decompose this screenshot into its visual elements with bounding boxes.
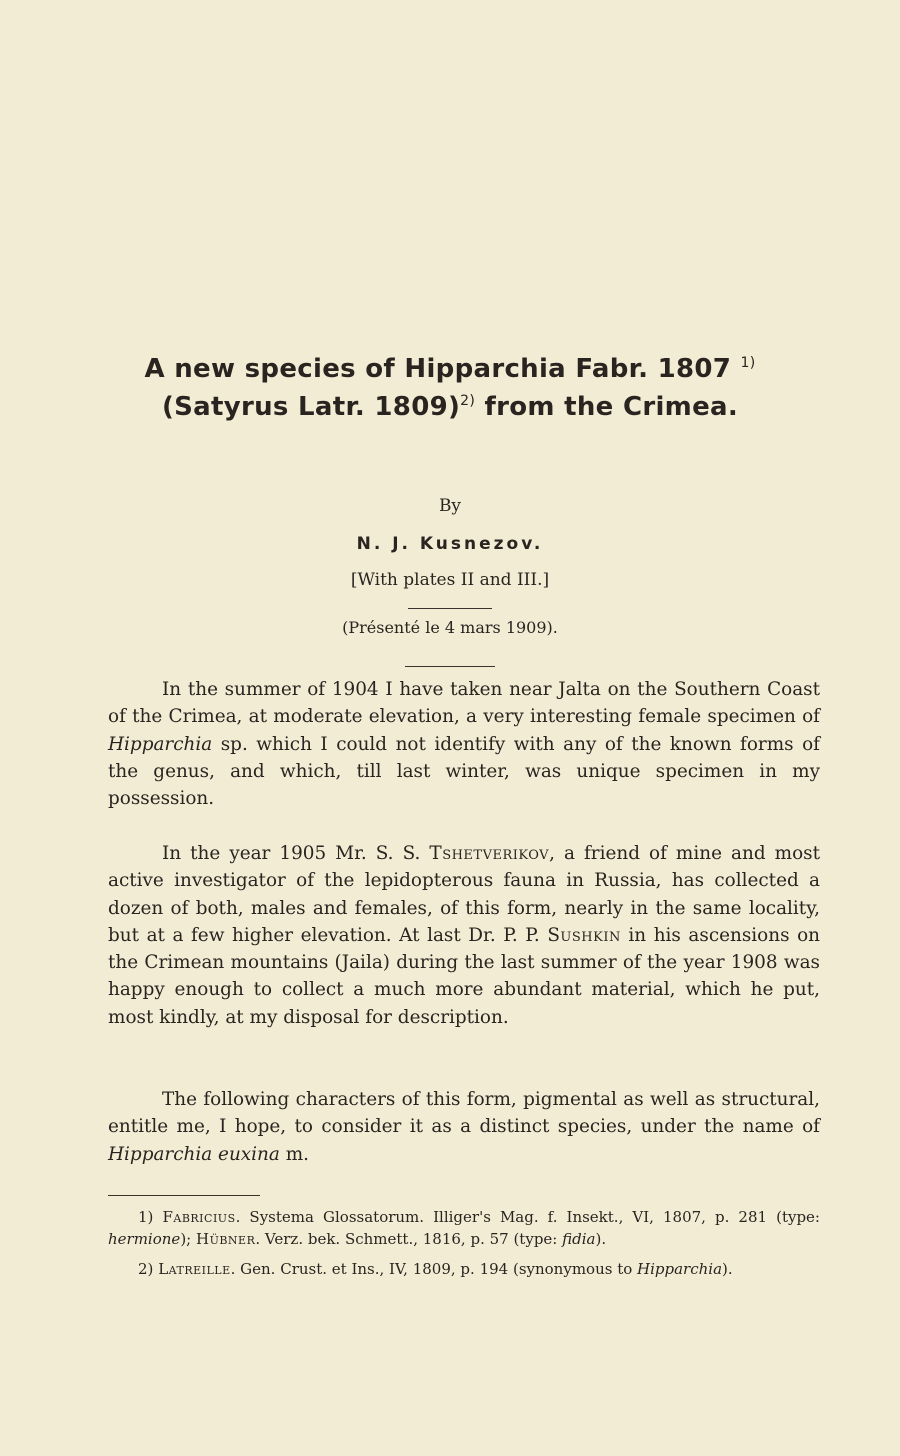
title-text-2b: from the Crimea.	[475, 392, 739, 422]
footnote-1: 1) Fabricius. Systema Glossatorum. Illiger's Mag. f. Insekt., VI, 1807, p. 281 (type: hermione); Hübner. Verz. bek. Schmett., 1816, p. 57 (type: fidia).	[108, 1208, 820, 1248]
person-name: Tshetverikov	[429, 843, 550, 864]
divider-bottom	[405, 666, 495, 667]
author-name: N. J. Kusnezov.	[356, 534, 544, 554]
title-text-2a: (Satyrus Latr. 1809)	[161, 392, 461, 422]
paragraph-1: In the summer of 1904 I have taken near Jalta on the Southern Coast of the Crimea, at moderate elevation, a very interesting female specimen of Hipparchia sp. which I could not identify with any of the known forms of the genus, and which, till last winter, was unique specimen in my possession.	[108, 679, 820, 810]
footnote-ref-2: 2)	[460, 393, 476, 409]
divider-top	[408, 608, 492, 609]
person-name: Sushkin	[547, 924, 621, 946]
byline: By	[438, 496, 462, 516]
footnote-ref-1: 1)	[740, 355, 756, 371]
presented-date: (Présenté le 4 mars 1909).	[342, 618, 558, 637]
footnote-2: 2) Latreille. Gen. Crust. et Ins., IV, 1809, p. 194 (synonymous to Hipparchia).	[138, 1260, 733, 1278]
genus-name: Hipparchia	[108, 733, 213, 755]
plates-note: [With plates II and III.]	[350, 570, 550, 590]
paragraph-3: The following characters of this form, pigmental as well as structural, entitle me, I hope, to consider it as a distinct species, under the name of Hipparchia euxina m.	[108, 1089, 820, 1165]
title-text-1: A new species of Hipparchia Fabr. 1807	[144, 354, 732, 384]
paragraph-2: In the year 1905 Mr. S. S. Tshetverikov, a friend of mine and most active investigator of the lepidopterous fauna in Russia, has collected a dozen of both, males and females, of this form, nearly in the same locality, but at a few higher elevation. At last Dr. P. P. Sushkin in his ascensions on the Crimean mountains (Jaila) during the last summer of the year 1908 was happy enough to collect a much more abundant material, which he put, most kindly, at my disposal for description.	[108, 843, 821, 1028]
species-name: Hipparchia euxina	[108, 1143, 280, 1165]
footnote-divider	[108, 1195, 260, 1196]
article-title-line-2	[60, 382, 840, 426]
